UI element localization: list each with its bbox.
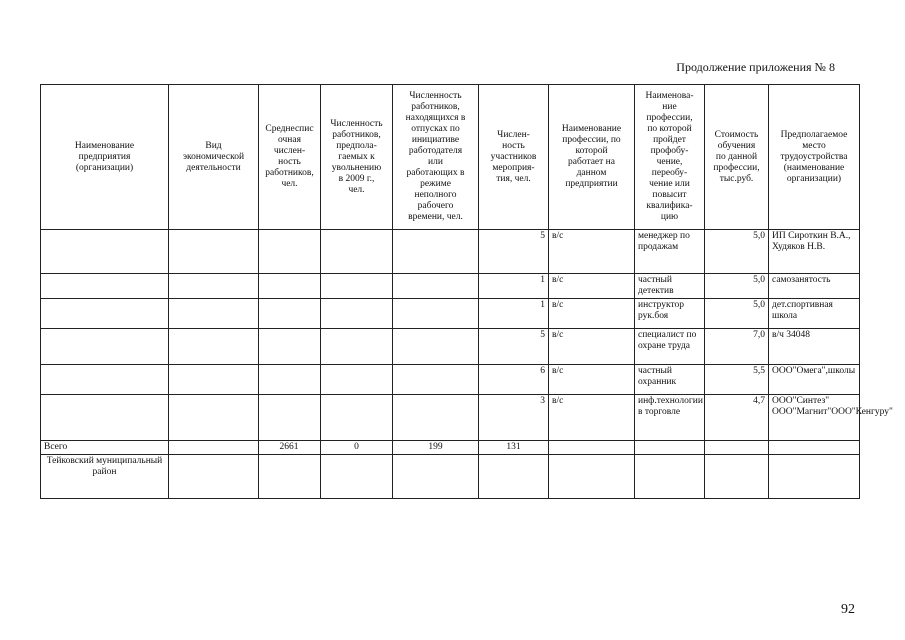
column-header-8: Наименова- ние профессии, по которой пройдет профобу- чение, переобу- чение или повысит квалифика- цию bbox=[635, 85, 705, 230]
table-cell bbox=[259, 395, 321, 441]
data-table bbox=[40, 84, 893, 499]
table-cell bbox=[769, 455, 860, 499]
table-cell bbox=[769, 441, 860, 455]
table-cell bbox=[635, 455, 705, 499]
table-cell: 5 bbox=[479, 230, 549, 274]
table-cell: 7,0 bbox=[705, 329, 769, 365]
table-cell: в/с bbox=[549, 365, 635, 395]
table-cell bbox=[169, 274, 259, 299]
table-cell: ИП Сироткин В.А., Худяков Н.В. bbox=[769, 230, 860, 274]
table-cell: самозанятость bbox=[769, 274, 860, 299]
column-header-4: Численность работников, предпола- гаемых к увольнению в 2009 г., чел. bbox=[321, 85, 393, 230]
table-cell bbox=[705, 455, 769, 499]
table-cell: 1 bbox=[479, 274, 549, 299]
table-cell bbox=[169, 441, 259, 455]
table-cell: в/с bbox=[549, 329, 635, 365]
table-cell: Тейковский муниципальный район bbox=[41, 455, 169, 499]
table-cell bbox=[259, 455, 321, 499]
table-cell: 2661 bbox=[259, 441, 321, 455]
table-cell bbox=[321, 230, 393, 274]
table-cell: 5,0 bbox=[705, 274, 769, 299]
table-cell: 3 bbox=[479, 395, 549, 441]
table-cell bbox=[169, 230, 259, 274]
column-header-3: Среднеспис очная числен- ность работников, чел. bbox=[259, 85, 321, 230]
table-row bbox=[41, 395, 860, 441]
table-cell bbox=[393, 395, 479, 441]
table-cell: частный детектив bbox=[635, 274, 705, 299]
table-cell bbox=[321, 455, 393, 499]
table-cell: Всего bbox=[41, 441, 169, 455]
table-cell: 5,5 bbox=[705, 365, 769, 395]
table-row bbox=[41, 274, 860, 299]
table-row bbox=[41, 230, 860, 274]
table-cell: 5,0 bbox=[705, 230, 769, 274]
table-row bbox=[41, 299, 860, 329]
table-cell bbox=[259, 365, 321, 395]
table-cell bbox=[393, 455, 479, 499]
table-cell: частный охранник bbox=[635, 365, 705, 395]
table-cell: в/с bbox=[549, 274, 635, 299]
table-cell bbox=[393, 299, 479, 329]
table-cell: специалист по охране труда bbox=[635, 329, 705, 365]
column-header-5: Численность работников, находящихся в отпусках по инициативе работодателя или работающих в режиме неполного рабочего времени, чел. bbox=[393, 85, 479, 230]
table-cell bbox=[169, 395, 259, 441]
table-row bbox=[41, 365, 860, 395]
table-cell bbox=[169, 365, 259, 395]
table-cell bbox=[321, 329, 393, 365]
table-cell bbox=[321, 274, 393, 299]
table-cell: инф.технологии в торговле bbox=[635, 395, 705, 441]
table-cell bbox=[393, 230, 479, 274]
table-cell: инструктор рук.боя bbox=[635, 299, 705, 329]
table-cell bbox=[321, 395, 393, 441]
column-header-2: Вид экономической деятельности bbox=[169, 85, 259, 230]
table-cell: 0 bbox=[321, 441, 393, 455]
table-cell bbox=[321, 299, 393, 329]
table-cell bbox=[705, 441, 769, 455]
table-cell: ООО"Омега",школы bbox=[769, 365, 860, 395]
table-cell bbox=[549, 455, 635, 499]
table-cell bbox=[169, 299, 259, 329]
table-cell: 6 bbox=[479, 365, 549, 395]
table-cell: 4,7 bbox=[705, 395, 769, 441]
table-cell bbox=[479, 455, 549, 499]
table-cell bbox=[169, 455, 259, 499]
table-cell: ООО"Синтез" ООО"Магнит"ООО"Кенгуру" bbox=[769, 395, 860, 441]
table-cell: в/с bbox=[549, 299, 635, 329]
table-cell: дет.спортивная школа bbox=[769, 299, 860, 329]
table-cell: в/с bbox=[549, 230, 635, 274]
table-cell bbox=[259, 274, 321, 299]
table-cell bbox=[41, 274, 169, 299]
table-cell bbox=[259, 299, 321, 329]
table-cell: 1 bbox=[479, 299, 549, 329]
district-row bbox=[41, 455, 860, 499]
header-row bbox=[41, 85, 860, 230]
table-cell: в/с bbox=[549, 395, 635, 441]
total-row bbox=[41, 441, 860, 455]
table-row bbox=[41, 329, 860, 365]
table-cell: 199 bbox=[393, 441, 479, 455]
table-cell bbox=[259, 329, 321, 365]
table-cell: 131 bbox=[479, 441, 549, 455]
table-cell bbox=[393, 329, 479, 365]
column-header-10: Предполагаемое место трудоустройства (наименование организации) bbox=[769, 85, 860, 230]
table-cell bbox=[41, 299, 169, 329]
table-cell: 5 bbox=[479, 329, 549, 365]
table-cell bbox=[41, 230, 169, 274]
page-number: 92 bbox=[841, 602, 855, 617]
column-header-1: Наименование предприятия (организации) bbox=[41, 85, 169, 230]
page-caption: Продолжение приложения № 8 bbox=[676, 60, 835, 74]
table-cell bbox=[169, 329, 259, 365]
table-cell bbox=[41, 365, 169, 395]
table-cell bbox=[41, 395, 169, 441]
column-header-9: Стоимость обучения по данной профессии, тыс.руб. bbox=[705, 85, 769, 230]
table-cell: в/ч 34048 bbox=[769, 329, 860, 365]
column-header-6: Числен- ность участников мероприя- тия, чел. bbox=[479, 85, 549, 230]
table-cell bbox=[635, 441, 705, 455]
table-cell bbox=[321, 365, 393, 395]
table-cell: 5,0 bbox=[705, 299, 769, 329]
column-header-7: Наименование профессии, по которой работает на данном предприятии bbox=[549, 85, 635, 230]
table-cell bbox=[549, 441, 635, 455]
table-cell bbox=[41, 329, 169, 365]
table-cell: менеджер по продажам bbox=[635, 230, 705, 274]
table-cell bbox=[393, 365, 479, 395]
table-cell bbox=[259, 230, 321, 274]
table-cell bbox=[393, 274, 479, 299]
